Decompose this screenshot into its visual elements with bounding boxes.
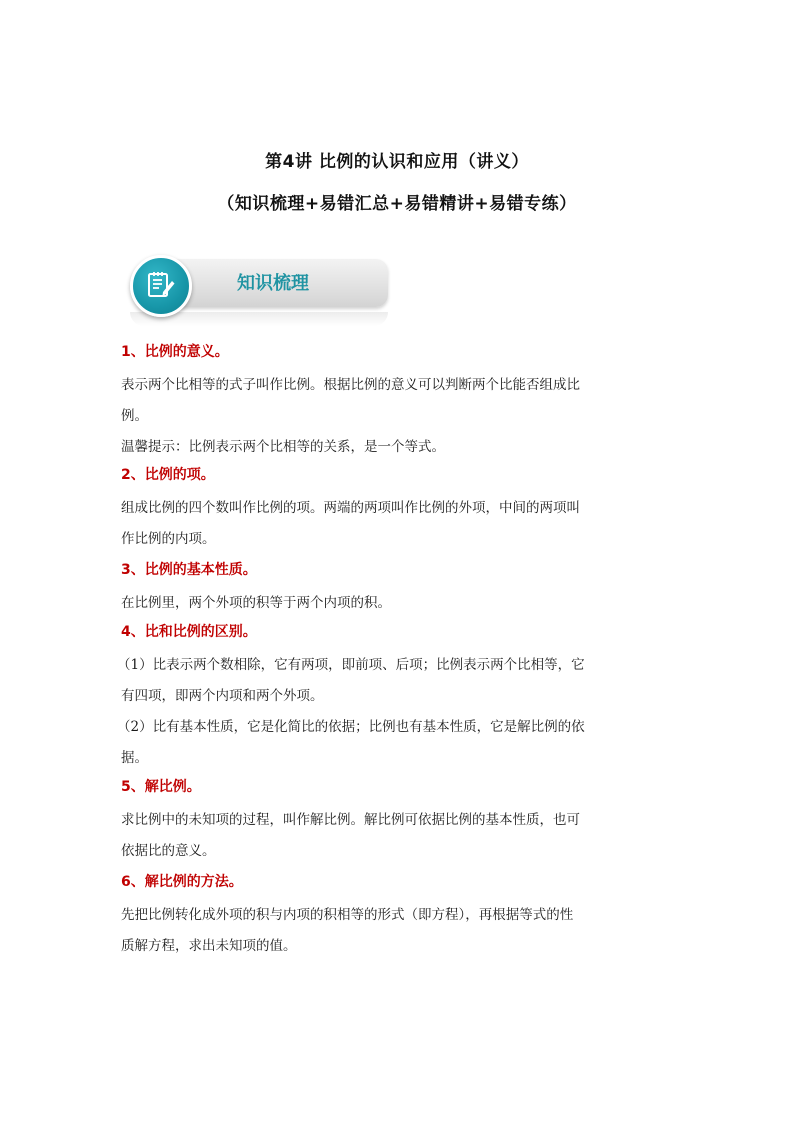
- notepad-pencil-icon: [130, 255, 192, 317]
- paragraph-line: 质解方程，求出未知项的值。: [121, 938, 297, 954]
- section-heading: 5、解比例。: [121, 779, 201, 795]
- paragraph-line: 求比例中的未知项的过程，叫作解比例。解比例可依据比例的基本性质，也可: [121, 812, 580, 828]
- section-1: [121, 342, 681, 463]
- paragraph-line: 先把比例转化成外项的积与内项的积相等的形式（即方程），再根据等式的性: [121, 907, 574, 923]
- section-heading: 3、比例的基本性质。: [121, 562, 257, 578]
- paragraph-line: （2）比有基本性质，它是化简比的依据；比例也有基本性质，它是解比例的依: [117, 719, 585, 735]
- document-subtitle: （知识梳理+易错汇总+易错精讲+易错专练）: [217, 194, 577, 214]
- section-heading: 1、比例的意义。: [121, 344, 229, 360]
- document-title: 第4讲 比例的认识和应用（讲义）: [265, 152, 529, 172]
- section-4: [117, 622, 681, 774]
- section-heading: 6、解比例的方法。: [121, 874, 243, 890]
- paragraph-line: 作比例的内项。: [121, 531, 216, 547]
- paragraph-line: 依据比的意义。: [121, 843, 216, 859]
- section-2: [121, 465, 681, 555]
- paragraph-line: （1）比表示两个数相除，它有两项，即前项、后项；比例表示两个比相等，它: [117, 657, 585, 673]
- section-3: [121, 560, 681, 619]
- paragraph-line: 组成比例的四个数叫作比例的项。两端的两项叫作比例的外项，中间的两项叫: [121, 500, 580, 516]
- paragraph-line: 例。: [121, 408, 148, 424]
- banner-label: 知识梳理: [237, 273, 309, 294]
- section-heading: 4、比和比例的区别。: [121, 624, 257, 640]
- section-5: [121, 777, 681, 867]
- section-banner: [120, 252, 392, 332]
- paragraph-line: 温馨提示：比例表示两个比相等的关系，是一个等式。: [121, 439, 445, 455]
- paragraph-line: 据。: [121, 750, 148, 766]
- paragraph-line: 表示两个比相等的式子叫作比例。根据比例的意义可以判断两个比能否组成比: [121, 377, 580, 393]
- paragraph-line: 在比例里，两个外项的积等于两个内项的积。: [121, 595, 391, 611]
- section-6: [121, 872, 681, 962]
- section-heading: 2、比例的项。: [121, 467, 215, 483]
- paragraph-line: 有四项，即两个内项和两个外项。: [121, 688, 324, 704]
